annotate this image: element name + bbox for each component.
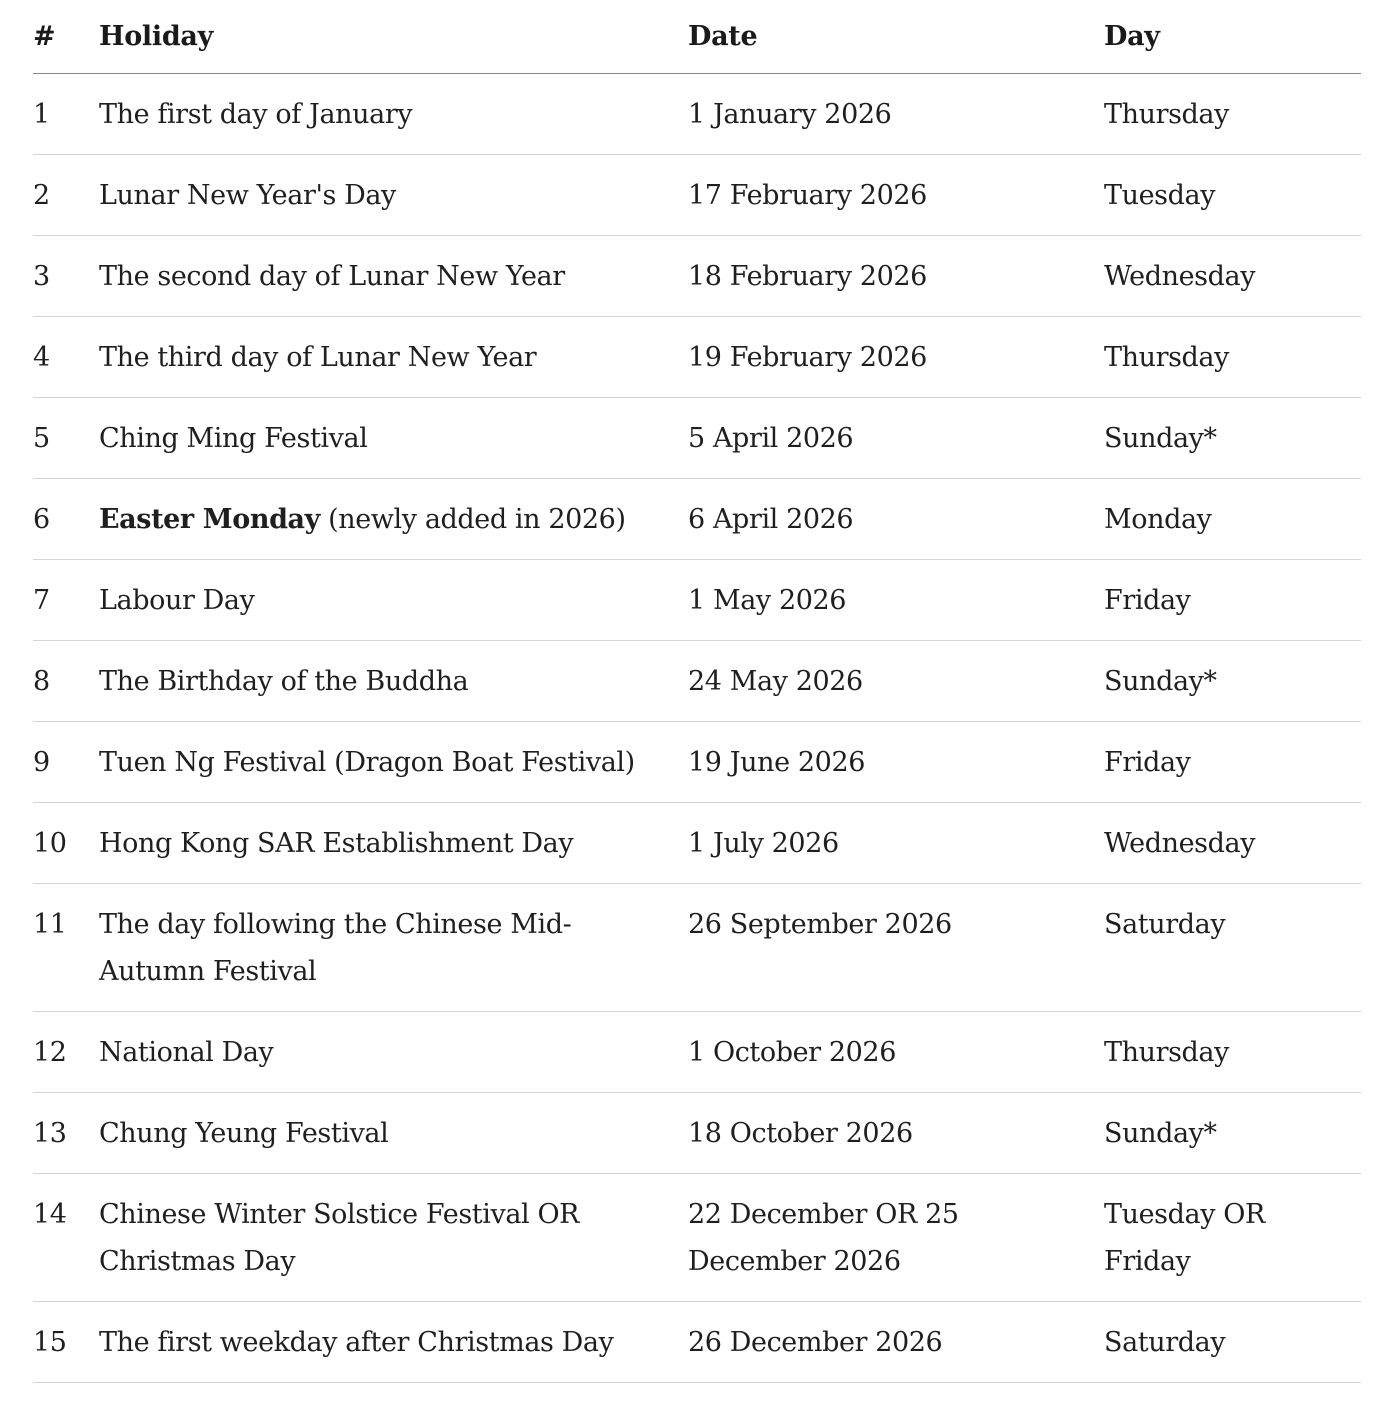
holiday-name: Tuen Ng Festival (Dragon Boat Festival)	[99, 722, 688, 803]
row-number: 3	[33, 236, 99, 317]
holiday-day: Saturday	[1104, 884, 1361, 1012]
holiday-date: 1 May 2026	[688, 560, 1104, 641]
header-date: Date	[688, 0, 1104, 74]
row-number: 11	[33, 884, 99, 1012]
table-row	[33, 722, 1361, 803]
row-number: 7	[33, 560, 99, 641]
holiday-name: The day following the Chinese Mid-Autumn Festival	[99, 884, 688, 1012]
holiday-day: Thursday	[1104, 74, 1361, 155]
holiday-day: Wednesday	[1104, 803, 1361, 884]
holiday-date: 19 February 2026	[688, 317, 1104, 398]
table-row	[33, 74, 1361, 155]
holiday-day: Monday	[1104, 479, 1361, 560]
row-number: 6	[33, 479, 99, 560]
holiday-date: 18 October 2026	[688, 1093, 1104, 1174]
holiday-name: The Birthday of the Buddha	[99, 641, 688, 722]
holiday-day: Sunday*	[1104, 398, 1361, 479]
holiday-name: The third day of Lunar New Year	[99, 317, 688, 398]
table-row	[33, 155, 1361, 236]
holiday-name: The first day of January	[99, 74, 688, 155]
holiday-day: Saturday	[1104, 1302, 1361, 1383]
holiday-date: 1 January 2026	[688, 74, 1104, 155]
header-holiday: Holiday	[99, 0, 688, 74]
table-row	[33, 560, 1361, 641]
holiday-name: Lunar New Year's Day	[99, 155, 688, 236]
holiday-day: Thursday	[1104, 1012, 1361, 1093]
holiday-date: 17 February 2026	[688, 155, 1104, 236]
holiday-day: Thursday	[1104, 317, 1361, 398]
holiday-name-bold: Easter Monday	[99, 504, 320, 535]
holiday-name: Ching Ming Festival	[99, 398, 688, 479]
holiday-date: 24 May 2026	[688, 641, 1104, 722]
row-number: 5	[33, 398, 99, 479]
row-number: 4	[33, 317, 99, 398]
table-row	[33, 236, 1361, 317]
row-number: 1	[33, 74, 99, 155]
holiday-name: Chung Yeung Festival	[99, 1093, 688, 1174]
table-row	[33, 803, 1361, 884]
table-row	[33, 1093, 1361, 1174]
table-row	[33, 398, 1361, 479]
holiday-date: 26 September 2026	[688, 884, 1104, 1012]
holiday-date: 6 April 2026	[688, 479, 1104, 560]
table-header	[33, 0, 1361, 74]
holiday-date: 18 February 2026	[688, 236, 1104, 317]
table-row	[33, 317, 1361, 398]
holiday-day: Wednesday	[1104, 236, 1361, 317]
holiday-name: The first weekday after Christmas Day	[99, 1302, 688, 1383]
table-row	[33, 479, 1361, 560]
holiday-table-container	[33, 0, 1361, 1383]
header-day: Day	[1104, 0, 1361, 74]
table-row	[33, 1174, 1361, 1302]
row-number: 8	[33, 641, 99, 722]
holiday-day: Tuesday OR Friday	[1104, 1174, 1361, 1302]
table-row	[33, 1012, 1361, 1093]
holiday-date: 22 December OR 25 December 2026	[688, 1174, 1104, 1302]
row-number: 14	[33, 1174, 99, 1302]
holiday-day: Tuesday	[1104, 155, 1361, 236]
table-body	[33, 74, 1361, 1383]
holiday-name: National Day	[99, 1012, 688, 1093]
holiday-name: Hong Kong SAR Establishment Day	[99, 803, 688, 884]
holiday-name	[99, 479, 688, 560]
row-number: 9	[33, 722, 99, 803]
holiday-date: 1 July 2026	[688, 803, 1104, 884]
holiday-day: Friday	[1104, 722, 1361, 803]
holiday-note: (newly added in 2026)	[319, 504, 626, 535]
row-number: 15	[33, 1302, 99, 1383]
table-row	[33, 1302, 1361, 1383]
holiday-table	[33, 0, 1361, 1383]
holiday-name: Chinese Winter Solstice Festival OR Christmas Day	[99, 1174, 688, 1302]
holiday-day: Sunday*	[1104, 641, 1361, 722]
row-number: 2	[33, 155, 99, 236]
header-row	[33, 0, 1361, 74]
holiday-date: 1 October 2026	[688, 1012, 1104, 1093]
holiday-date: 19 June 2026	[688, 722, 1104, 803]
table-row	[33, 641, 1361, 722]
row-number: 13	[33, 1093, 99, 1174]
row-number: 10	[33, 803, 99, 884]
row-number: 12	[33, 1012, 99, 1093]
holiday-day: Friday	[1104, 560, 1361, 641]
header-number: #	[33, 0, 99, 74]
holiday-day: Sunday*	[1104, 1093, 1361, 1174]
table-row	[33, 884, 1361, 1012]
holiday-date: 26 December 2026	[688, 1302, 1104, 1383]
holiday-name: Labour Day	[99, 560, 688, 641]
holiday-date: 5 April 2026	[688, 398, 1104, 479]
holiday-name: The second day of Lunar New Year	[99, 236, 688, 317]
